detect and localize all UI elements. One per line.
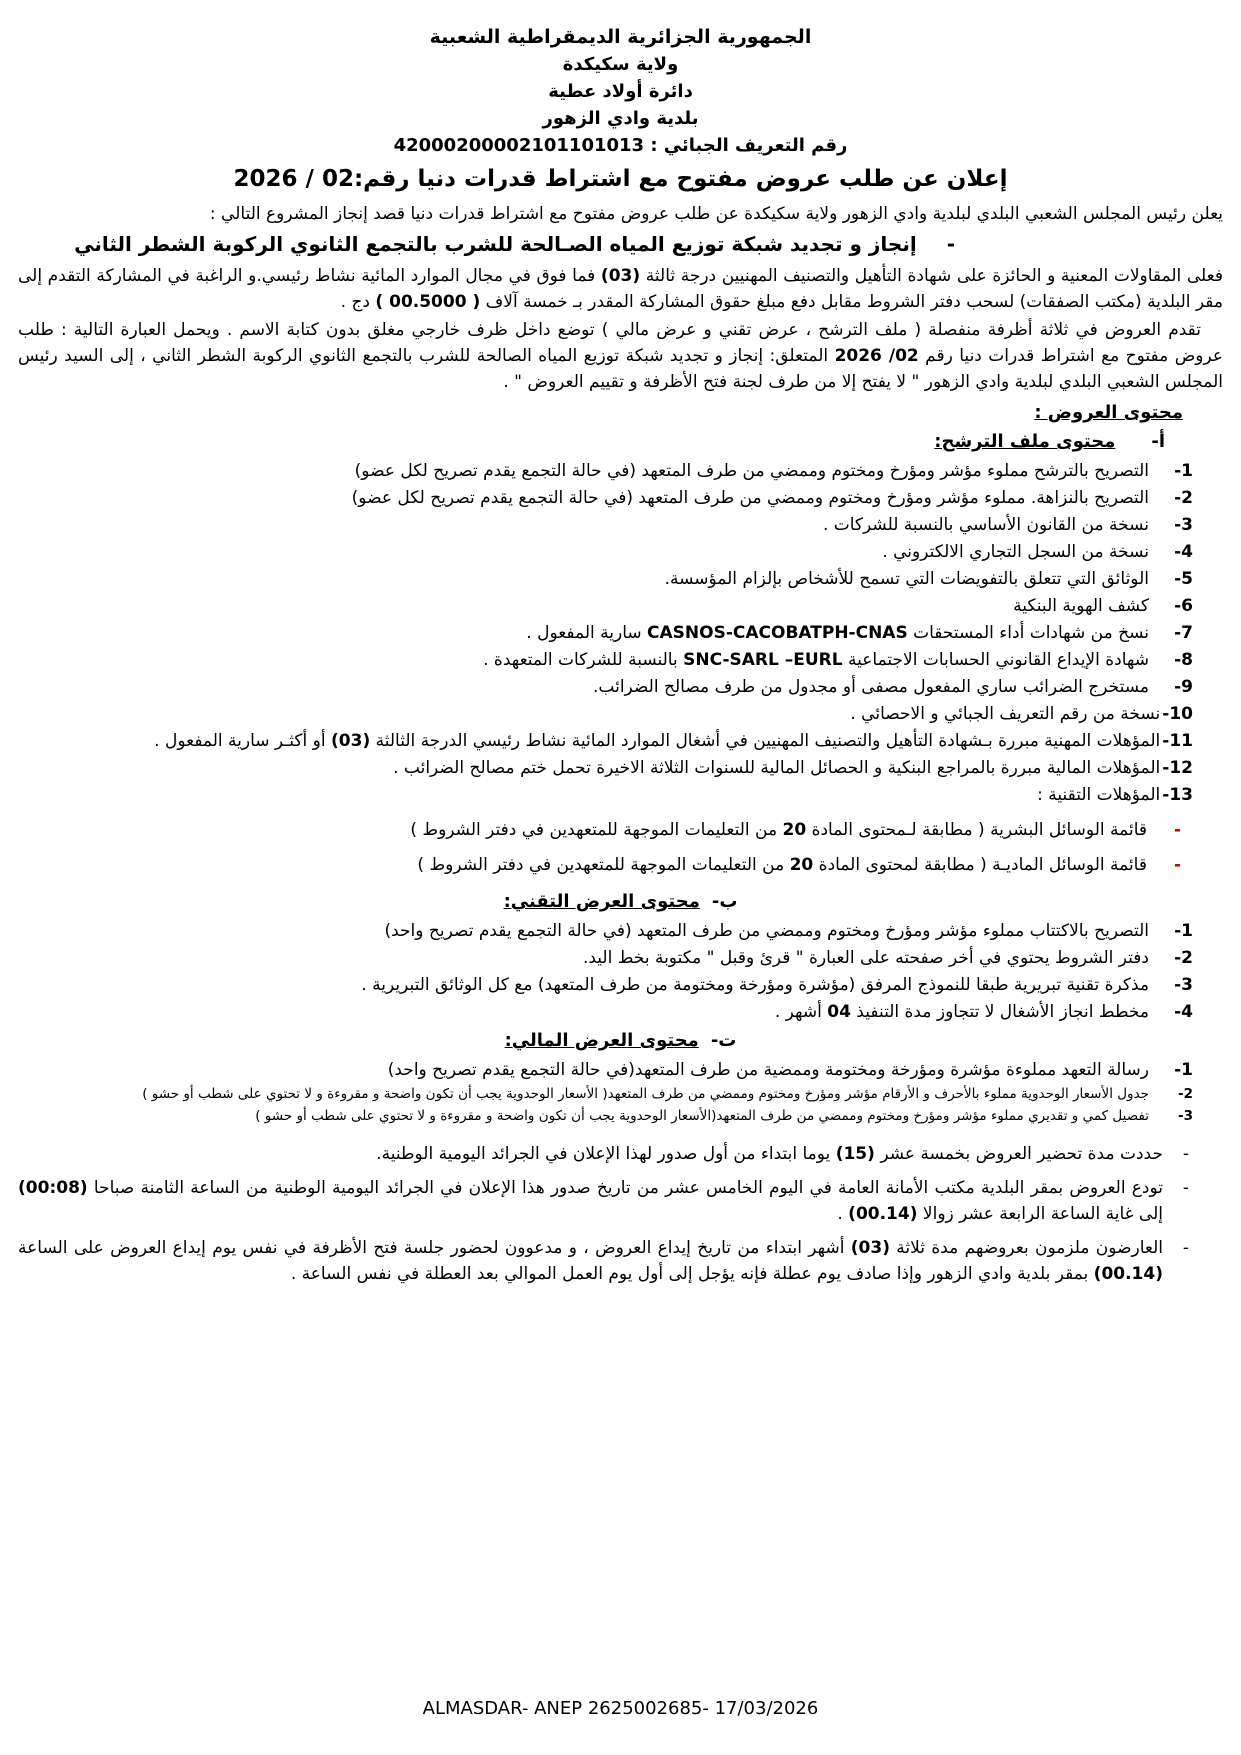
list-item: 1- رسالة التعهد مملوءة مؤشرة ومؤرخة ومختومة وممضية من طرف المتعهد(في حالة التجمع يقدم تصريح واحد) (387, 1060, 1193, 1080)
section-c-prefix: ت- (710, 1030, 737, 1051)
section-b-heading (18, 887, 1223, 917)
project-title: إنجاز و تجديد شبكة توزيع المياه الصـالحة للشرب بالتجمع الثانوي الركوبة الشطر الثاني (74, 232, 917, 256)
list-item: 8- شهادة الإيداع القانوني الحسابات الاجتماعية SNC-SARL –EURL بالنسبة للشركات المتعهدة . (483, 650, 1193, 670)
section-a-title: محتوى ملف الترشح: (934, 431, 1116, 452)
closing-dash: - (1182, 1144, 1189, 1164)
list-item: 4- مخطط انجاز الأشغال لا تتجاوز مدة التنفيذ 04 أشهر . (774, 1002, 1193, 1022)
list-item: 1- التصريح بالاكتتاب مملوء مؤشر ومؤرخ ومختوم وممضي من طرف المتعهد (في حالة التجمع يقدم تصريح واحد) (384, 921, 1193, 941)
list-item: 6- كشف الهوية البنكية (1013, 596, 1193, 616)
intro-paragraph: يعلن رئيس المجلس الشعبي البلدي لبلدية وادي الزهور ولاية سكيكدة عن طلب عروض مفتوح مع اشتراط قدرات دنيا قصد إنجاز المشروع التالي : (209, 204, 1223, 224)
list-item: 10- نسخة من رقم التعريف الجبائي و الاحصائي . (850, 704, 1193, 724)
closing-notes-list (18, 1141, 1223, 1287)
list-item: - تودع العروض بمقر البلدية مكتب الأمانة العامة في اليوم الخامس عشر من تاريخ صدور هذا الإعلان في الجرائد اليومية الوطنية من الساعة الثامنة صباحا (00:08) إلى غاية الساعة الرابعة عشر زوالا (00.14) . (18, 1175, 1189, 1227)
list-item: 3- تفصيل كمي و تقديري مملوء مؤشر ومؤرخ ومختوم وممضي من طرف المتعهد(الأسعار الوحدوية يجب أن تكون واضحة و مقروءة و لا تحتوي على شطب أو حشو ) (255, 1108, 1193, 1124)
project-dash: - (946, 232, 955, 256)
section-a-heading (18, 427, 1223, 457)
list-item: - العارضون ملزمون بعروضهم مدة ثلاثة (03) أشهر ابتداء من تاريخ إيداع العروض ، و مدعوون لحضور جلسة فتح الأظرفة في نفس يوم إيداع العروض على الساعة (00.14) بمقر بلدية وادي الزهور وإذا صادف يوم عطلة فإنه يؤجل إلى أول يوم العمل الموالي بعد العطلة في نفس الساعة . (18, 1235, 1189, 1287)
section-b-prefix: ب- (711, 891, 738, 912)
section-b-list (18, 918, 1223, 1025)
list-item: 1- التصريح بالترشح مملوء مؤشر ومؤرخ ومختوم وممضي من طرف المتعهد (في حالة التجمع يقدم تصريح لكل عضو) (354, 461, 1193, 481)
list-item: - حددت مدة تحضير العروض بخمسة عشر (15) يوما ابتداء من أول صدور لهذا الإعلان في الجرائد اليومية الوطنية. (18, 1141, 1189, 1167)
section-a-sublist (18, 817, 1223, 878)
header-country: الجمهورية الجزائرية الديمقراطية الشعبية (429, 26, 812, 48)
header-wilaya: ولاية سكيكدة (562, 54, 679, 75)
list-item: 4- نسخة من السجل التجاري الالكتروني . (882, 542, 1193, 562)
list-item: 3- نسخة من القانون الأساسي بالنسبة للشركات . (822, 515, 1193, 535)
list-item: 13- المؤهلات التقنية : (1037, 785, 1193, 805)
list-item: 11- المؤهلات المهنية مبررة بـشهادة التأهيل والتصنيف المهنيين في أشغال الموارد المائية نشاط رئيسي الدرجة الثالثة (03) أو أكثـر سارية المفعول . (154, 731, 1193, 751)
list-item: 7- نسخ من شهادات أداء المستحقات CASNOS-CACOBATPH-CNAS سارية المفعول . (526, 623, 1193, 643)
envelopes-paragraph: تقدم العروض في ثلاثة أظرفة منفصلة ( ملف الترشح ، عرض تقني و عرض مالي ) توضع داخل ظرف خارجي مغلق بدون كتابة الاسم . ويحمل العبارة التالية : طلب عروض مفتوح مع اشتراط قدرات دنيا رقم 02/ 2026 المتعلق: إنجاز و تجديد شبكة توزيع المياه الصالحة للشرب بالتجمع الثانوي الركوبة الشطر الثاني ، إلى السيد رئيس المجلس الشعبي البلدي لبلدية وادي الزهور " لا يفتح إلا من طرف لجنة فتح الأظرفة و تقييم العروض " . (18, 320, 1223, 392)
anep-footer: ALMASDAR- ANEP 2625002685- 17/03/2026 (422, 1698, 819, 1719)
list-item: 2- دفتر الشروط يحتوي في أخر صفحته على العبارة " قرئ وقبل " مكتوبة بخط اليد. (582, 948, 1193, 968)
section-b-title: محتوى العرض التقني: (503, 891, 700, 912)
list-item: - قائمة الوسائل البشرية ( مطابقة لـمحتوى المادة 20 من التعليمات الموجهة للمتعهدين في دفتر الشروط ) (18, 817, 1181, 843)
page-title: إعلان عن طلب عروض مفتوح مع اشتراط قدرات دنيا رقم:02 / 2026 (233, 166, 1008, 192)
list-item: 2- جدول الأسعار الوحدوية مملوء بالأحرف و الأرقام مؤشر ومؤرخ ومختوم وممضي من طرف المتعهد( الأسعار الوحدوية يجب أن تكون واضحة و مقروءة و لا تحتوي على شطب أو حشو ) (142, 1086, 1193, 1102)
closing-dash: - (1182, 1238, 1189, 1258)
section-a-prefix: أ- (1151, 431, 1165, 452)
section-a-list (18, 458, 1223, 808)
sub-dash: - (1173, 820, 1181, 840)
sub-dash: - (1173, 855, 1181, 875)
header-daira: دائرة أولاد عطية (548, 81, 693, 102)
list-item: 5- الوثائق التي تتعلق بالتفويضات التي تسمح للأشخاص بإلزام المؤسسة. (664, 569, 1193, 589)
eligibility-paragraph: فعلى المقاولات المعنية و الحائزة على شهادة التأهيل والتصنيف المهنيين درجة ثالثة (03) فما فوق في مجال الموارد المائية نشاط رئيسي.و الراغبة في المشاركة التقدم إلى مقر البلدية (مكتب الصفقات) لسحب دفتر الشروط مقابل دفع مبلغ حقوق المشاركة المقدر بـ خمسة آلاف ( 00.5000 ) دج . (18, 266, 1223, 312)
section-c-title: محتوى العرض المالي: (504, 1030, 699, 1051)
contents-heading: محتوى العروض : (1034, 402, 1183, 423)
header-commune: بلدية وادي الزهور (542, 108, 699, 129)
list-item: 9- مستخرج الضرائب ساري المفعول مصفى أو مجدول من طرف مصالح الضرائب. (593, 677, 1193, 697)
project-line (18, 227, 1223, 261)
list-item: - قائمة الوسائل الماديـة ( مطابقة لمحتوى المادة 20 من التعليمات الموجهة للمتعهدين في دفتر الشروط ) (18, 852, 1181, 878)
header-tax-id: رقم التعريف الجبائي : 42000200002101101013 (393, 135, 848, 156)
list-item: 2- التصريح بالنزاهة. مملوء مؤشر ومؤرخ ومختوم وممضي من طرف المتعهد (في حالة التجمع يقدم تصريح لكل عضو) (351, 488, 1193, 508)
list-item: 12- المؤهلات المالية مبررة بالمراجع البنكية و الحصائل المالية للسنوات الثلاثة الاخيرة تحمل ختم مصالح الضرائب . (393, 758, 1193, 778)
section-c-list (18, 1057, 1223, 1127)
list-item: 3- مذكرة تقنية تبريرية طبقا للنموذج المرفق (مؤشرة ومؤرخة ومختومة من طرف المتعهد) مع كل الوثائق التبريرية . (361, 975, 1193, 995)
closing-dash: - (1182, 1178, 1189, 1198)
section-c-heading (18, 1026, 1223, 1056)
